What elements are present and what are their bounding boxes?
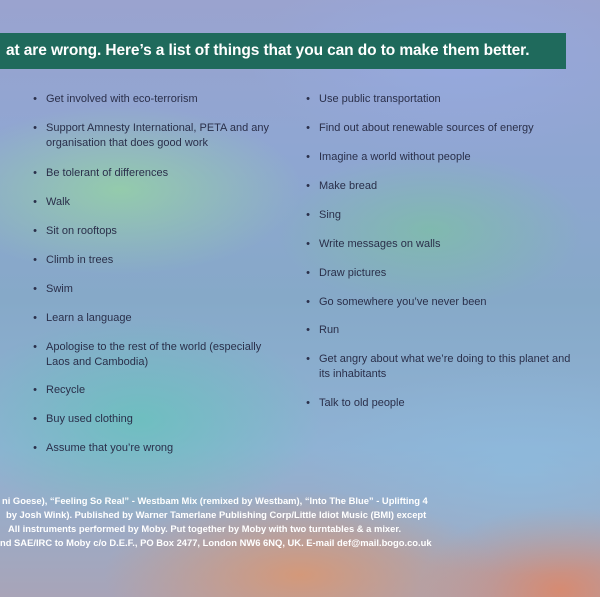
list-item-text: Use public transportation [319,93,441,105]
list-item [30,340,270,370]
list-item-text: Draw pictures [319,267,387,279]
credits-line: All instruments performed by Moby. Put together by Moby with two turntables & a mixer. [8,523,402,534]
list-item [303,352,573,382]
list-item-text: Buy used clothing [46,413,133,425]
list-item-text: Apologise to the rest of the world (especially Laos and Cambodia) [46,341,262,368]
list-item [303,295,573,310]
list-item [30,121,270,151]
list-item-text: Recycle [46,384,86,396]
bullet-icon: • [33,384,37,396]
bullet-icon: • [33,225,37,237]
bullet-icon: • [33,283,37,295]
left-things-list [30,92,270,456]
list-heading-banner: at are wrong. Here’s a list of things that you can do to make them better. [0,33,566,69]
bullet-icon: • [306,209,310,221]
bullet-icon: • [306,151,310,163]
list-item-text: Run [319,324,340,336]
list-item [303,266,573,281]
list-item [30,441,270,456]
bullet-icon: • [306,353,310,365]
list-item [303,121,573,136]
bullet-icon: • [306,93,310,105]
list-item [30,412,270,427]
list-item-text: Find out about renewable sources of energy [319,122,534,134]
bullet-icon: • [306,397,310,409]
list-item-text: Get angry about what we’re doing to this planet and its inhabitants [319,353,571,380]
list-item-text: Sit on rooftops [46,225,117,237]
list-item [303,150,573,165]
list-item [30,383,270,398]
list-item [30,92,270,107]
bullet-icon: • [33,93,37,105]
list-item-text: Imagine a world without people [319,151,471,163]
right-things-list [303,92,573,411]
list-item-text: Write messages on walls [319,238,441,250]
list-item [30,166,270,181]
credits-line: nd SAE/IRC to Moby c/o D.E.F., PO Box 2477, London NW6 6NQ, UK. E-mail def@mail.bogo.co.uk [0,537,432,548]
bullet-icon: • [33,413,37,425]
list-item-text: Climb in trees [46,254,114,266]
bullet-icon: • [33,167,37,179]
bullet-icon: • [306,122,310,134]
bullet-icon: • [33,254,37,266]
list-item [30,253,270,268]
list-item [303,237,573,252]
list-item [303,179,573,194]
bullet-icon: • [306,296,310,308]
list-item [303,396,573,411]
bullet-icon: • [33,341,37,353]
list-item [303,92,573,107]
list-item-text: Learn a language [46,312,132,324]
bullet-icon: • [306,267,310,279]
list-item-text: Walk [46,196,71,208]
list-item [30,195,270,210]
bullet-icon: • [33,122,37,134]
list-item-text: Sing [319,209,342,221]
list-item-text: Go somewhere you’ve never been [319,296,487,308]
list-item-text: Get involved with eco-terrorism [46,93,198,105]
credits-line: ni Goese), “Feeling So Real” - Westbam Mix (remixed by Westbam), “Into The Blue” - Uplifting 4 [2,495,428,506]
list-item-text: Support Amnesty International, PETA and any organisation that does good work [46,122,269,149]
credits-text [0,494,600,550]
list-item-text: Make bread [319,180,378,192]
list-item-text: Talk to old people [319,397,405,409]
list-item-text: Be tolerant of differences [46,167,169,179]
list-item-text: Swim [46,283,73,295]
bullet-icon: • [33,312,37,324]
list-item [30,224,270,239]
list-item [303,208,573,223]
bullet-icon: • [306,180,310,192]
bullet-icon: • [33,442,37,454]
bullet-icon: • [33,196,37,208]
list-item-text: Assume that you’re wrong [46,442,174,454]
list-item [30,311,270,326]
list-item [30,282,270,297]
bullet-icon: • [306,238,310,250]
credits-line: by Josh Wink). Published by Warner Tamerlane Publishing Corp/Little Idiot Music (BMI) except [6,509,427,520]
bullet-icon: • [306,324,310,336]
list-item [303,323,573,338]
